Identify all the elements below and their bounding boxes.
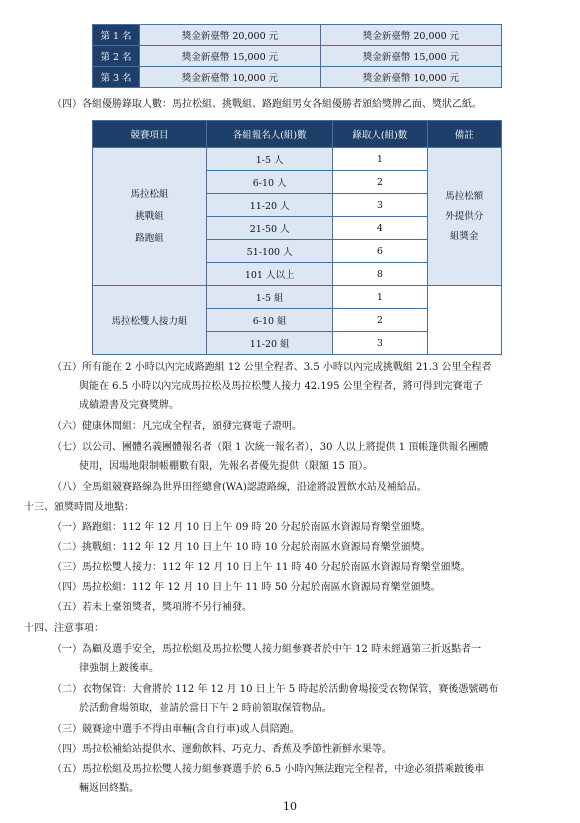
item-number: （一）	[52, 644, 82, 655]
item-number: （五）	[52, 362, 82, 373]
note-line: 外提供分	[445, 210, 484, 222]
item-number: （六）	[52, 421, 82, 432]
section-13-title: 十三、頒獎時間及地點：	[24, 502, 134, 513]
list-item	[52, 763, 484, 777]
group-label-cell	[93, 148, 207, 286]
prize-table	[92, 24, 502, 88]
item-number: （五）	[52, 764, 82, 775]
section-4	[52, 98, 482, 112]
range-cell: 101 人以上	[207, 263, 333, 286]
count-cell: 1	[333, 148, 427, 171]
item-number: （二）	[52, 542, 82, 553]
note-line: 馬拉松額	[445, 190, 484, 202]
range-cell: 1-5 組	[207, 286, 333, 309]
item-text: 馬拉松組及馬拉松雙人接力組參賽選手於 6.5 小時內無法跑完全程者，中途必須搭乘跛後車	[82, 764, 485, 775]
count-cell: 8	[333, 263, 427, 286]
item-number: （一）	[52, 522, 82, 533]
prize-rank: 第 1 名	[93, 25, 140, 46]
list-item	[52, 723, 300, 737]
medal-table	[92, 120, 502, 355]
item-number: （三）	[52, 562, 82, 573]
count-cell: 2	[333, 171, 427, 194]
count-cell: 3	[333, 194, 427, 217]
item-text: 以公司、團體名義團體報名者（限 1 次統一報名者），30 人以上將提供 1 頂帳篷供報名團體	[82, 442, 489, 453]
range-cell: 11-20 人	[207, 194, 333, 217]
range-cell: 6-10 人	[207, 171, 333, 194]
item-number: （四）	[52, 744, 82, 755]
count-cell: 6	[333, 240, 427, 263]
group-label: 馬拉松組	[130, 188, 169, 200]
range-cell: 51-100 人	[207, 240, 333, 263]
range-cell: 11-20 組	[207, 332, 333, 355]
section-14-title: 十四、注意事項：	[24, 623, 104, 634]
table-header-row	[93, 121, 502, 148]
table-row	[93, 25, 502, 46]
prize-amount: 獎金新臺幣 20,000 元	[321, 25, 502, 46]
prize-amount: 獎金新臺幣 10,000 元	[140, 67, 321, 88]
group-label-cell: 馬拉松雙人接力組	[93, 286, 207, 355]
item-text: 全馬組競賽路線為世界田徑總會(WA)認證路線，沿途將設置飲水站及補給品。	[82, 482, 427, 493]
list-item	[52, 561, 471, 575]
column-header: 各組報名人(組)數	[207, 121, 333, 148]
list-item	[52, 601, 252, 615]
item-text: 馬拉松補給站提供水、運動飲料、巧克力、香蕉及季節性新鮮水果等。	[82, 744, 392, 755]
list-item	[52, 541, 431, 555]
item-number: （三）	[52, 724, 82, 735]
item-text: 使用，因場地限制帳棚數有限，先報名者優先提供（限額 15 頂）。	[79, 461, 374, 472]
prize-rank: 第 2 名	[93, 46, 140, 67]
item-text: 挑戰組：112 年 12 月 10 日上午 10 時 10 分起於南區水資源局育樂堂頒獎。	[82, 542, 431, 553]
prize-amount: 獎金新臺幣 15,000 元	[321, 46, 502, 67]
group-label: 路跑組	[135, 232, 164, 244]
count-cell: 1	[333, 286, 427, 309]
item-text: 競賽途中選手不得由車輛(含自行車)或人員陪跑。	[82, 724, 300, 735]
section-5	[52, 361, 492, 375]
item-text: 若未上臺領獎者，獎項將不另行補發。	[82, 602, 252, 613]
item-number: （四）	[52, 582, 82, 593]
table-row	[93, 148, 502, 171]
item-number: （七）	[52, 442, 82, 453]
item-number: （五）	[52, 602, 82, 613]
item-text: 與能在 6.5 小時以內完成馬拉松及馬拉松雙人接力 42.195 公里全程者，將可得到完賽電子	[79, 381, 483, 392]
item-text: 律強制上跛後車。	[79, 663, 159, 674]
column-header: 錄取人(組)數	[333, 121, 427, 148]
page-number: 10	[283, 800, 297, 813]
item-text: 健康休閒組：凡完成全程者，頒發完賽電子證明。	[82, 421, 302, 432]
table-row	[93, 67, 502, 88]
section-6	[52, 420, 302, 434]
item-text: 路跑組：112 年 12 月 10 日上午 09 時 20 分起於南區水資源局育樂堂頒獎。	[82, 522, 431, 533]
section-7	[52, 441, 488, 455]
table-row	[93, 46, 502, 67]
item-text: 於活動會場領取，並請於當日下午 2 時前領取保管物品。	[79, 703, 332, 714]
range-cell: 6-10 組	[207, 309, 333, 332]
section-8	[52, 481, 427, 495]
item-text: 馬拉松組：112 年 12 月 10 日上午 11 時 50 分起於南區水資源局育樂堂頒獎。	[82, 582, 441, 593]
list-item	[52, 521, 431, 535]
item-text: 衣物保管：大會將於 112 年 12 月 10 日上午 5 時起於活動會場接受衣物保管，賽後憑號碼布	[82, 684, 499, 695]
list-item	[52, 643, 481, 657]
list-item	[52, 581, 441, 595]
list-item	[52, 743, 392, 757]
item-text: 輛返回終點。	[79, 783, 139, 794]
count-cell: 3	[333, 332, 427, 355]
column-header: 競賽項目	[93, 121, 207, 148]
item-number: （四）	[52, 99, 82, 110]
count-cell: 2	[333, 309, 427, 332]
table-row	[93, 286, 502, 309]
item-number: （二）	[52, 684, 82, 695]
prize-amount: 獎金新臺幣 15,000 元	[140, 46, 321, 67]
prize-amount: 獎金新臺幣 20,000 元	[140, 25, 321, 46]
item-text: 成績證書及完賽獎牌。	[79, 400, 179, 411]
column-header: 備註	[427, 121, 501, 148]
count-cell: 4	[333, 217, 427, 240]
note-line: 組獎金	[450, 230, 479, 242]
item-text: 所有能在 2 小時以內完成路跑組 12 公里全程者、3.5 小時以內完成挑戰組 21.3 公里全程者	[82, 362, 492, 373]
note-cell-empty	[427, 286, 501, 355]
item-text: 各組優勝錄取人數：馬拉松組、挑戰組、路跑組男女各組優勝者頒給獎牌乙面、獎狀乙紙。	[82, 99, 482, 110]
range-cell: 1-5 人	[207, 148, 333, 171]
prize-amount: 獎金新臺幣 10,000 元	[321, 67, 502, 88]
range-cell: 21-50 人	[207, 217, 333, 240]
list-item	[52, 683, 498, 697]
item-text: 為顧及選手安全，馬拉松組及馬拉松雙人接力組參賽者於中午 12 時未經過第三折返點者一	[82, 644, 482, 655]
item-text: 馬拉松雙人接力：112 年 12 月 10 日上午 11 時 40 分起於南區水資源局育樂堂頒獎。	[82, 562, 471, 573]
group-label: 挑戰組	[135, 210, 164, 222]
prize-rank: 第 3 名	[93, 67, 140, 88]
item-number: （八）	[52, 482, 82, 493]
note-cell	[427, 148, 501, 286]
